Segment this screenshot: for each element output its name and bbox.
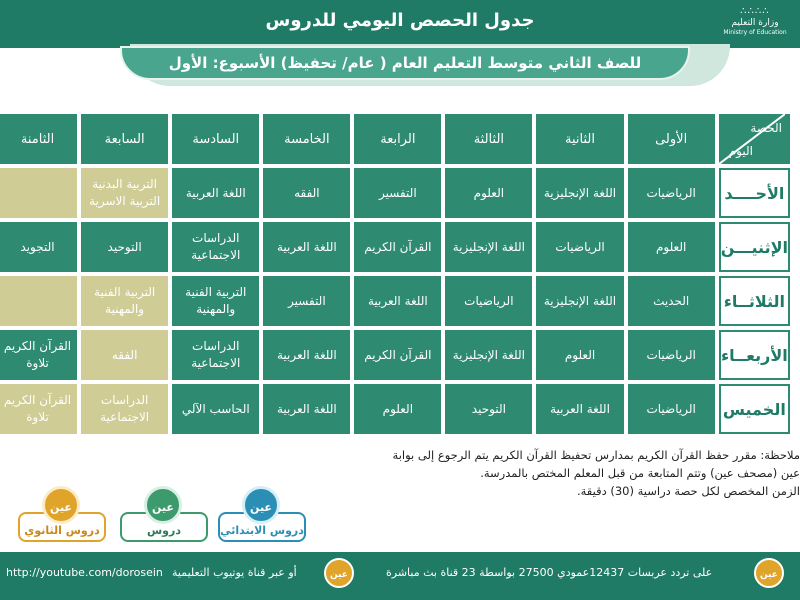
table-cell: العلوم (536, 330, 623, 380)
col-head-5: الخامسة (263, 114, 350, 164)
ein-logo-icon: عين (144, 486, 182, 524)
secondary-lessons-label: دروس الثانوي (18, 512, 106, 542)
table-cell: التربية البدنية التربية الاسرية (81, 168, 168, 218)
table-row (0, 222, 790, 272)
ein-youtube-logo-icon: عين (324, 558, 354, 588)
table-cell: التربية الفنية والمهنية (172, 276, 259, 326)
table-cell: الفقه (81, 330, 168, 380)
table-cell: اللغة العربية (536, 384, 623, 434)
ministry-logo (722, 6, 788, 44)
ein-logo-icon: عين (242, 486, 280, 524)
timetable (0, 110, 794, 438)
day-tuesday: الثلاثــاء (719, 276, 790, 326)
table-cell: التجويد (0, 222, 77, 272)
corner-period-label: الحصة (750, 121, 782, 135)
table-cell: التفسير (263, 276, 350, 326)
note-line-3: الزمن المخصص لكل حصة دراسية (30) دقيقة. (576, 484, 800, 498)
table-cell: الرياضيات (445, 276, 532, 326)
table-cell: اللغة العربية (263, 384, 350, 434)
table-cell: التربية الفنية والمهنية (81, 276, 168, 326)
table-cell: التفسير (354, 168, 441, 218)
notes (330, 446, 800, 500)
ein-logo-icon: عين (42, 486, 80, 524)
col-head-4: الرابعة (354, 114, 441, 164)
middle-lessons-button[interactable] (120, 486, 208, 542)
table-cell: الرياضيات (628, 330, 715, 380)
table-cell: اللغة الإنجليزية (536, 168, 623, 218)
table-cell: الرياضيات (628, 168, 715, 218)
table-row (0, 330, 790, 380)
primary-lessons-button[interactable] (218, 486, 306, 542)
table-cell: الدراسات الاجتماعية (172, 222, 259, 272)
table-cell: العلوم (445, 168, 532, 218)
subtitle-ribbon: للصف الثاني متوسط التعليم العام ( عام/ تحفيظ) الأسبوع: الأول (120, 46, 690, 80)
ministry-dots-icon: ∴∴∴∴ (740, 6, 770, 17)
table-cell: القرآن الكريم (354, 330, 441, 380)
col-head-3: الثالثة (445, 114, 532, 164)
col-head-7: السابعة (81, 114, 168, 164)
table-cell-empty (0, 276, 77, 326)
table-cell: الحاسب الآلي (172, 384, 259, 434)
secondary-lessons-button[interactable] (18, 486, 106, 542)
day-wednesday: الأربعــاء (719, 330, 790, 380)
table-cell-empty (0, 168, 77, 218)
table-cell: القرآن الكريم (354, 222, 441, 272)
col-head-1: الأولى (628, 114, 715, 164)
table-cell: الحديث (628, 276, 715, 326)
note-line-1: ملاحظة: مقرر حفظ القرآن الكريم بمدارس تحفيظ القرآن الكريم يتم الرجوع إلى بوابة (392, 448, 800, 462)
table-cell: الدراسات الاجتماعية (172, 330, 259, 380)
primary-lessons-label: دروس الابتدائي (218, 512, 306, 542)
table-cell: اللغة العربية (354, 276, 441, 326)
table-cell: العلوم (354, 384, 441, 434)
table-row (0, 168, 790, 218)
table-cell: القرآن الكريم تلاوة (0, 384, 77, 434)
col-head-2: الثانية (536, 114, 623, 164)
table-row (0, 276, 790, 326)
table-row (0, 384, 790, 434)
col-head-6: السادسة (172, 114, 259, 164)
day-sunday: الأحــــد (719, 168, 790, 218)
table-cell: اللغة العربية (263, 330, 350, 380)
youtube-channel-text: أو عبر قناة يوتيوب التعليمية (172, 566, 297, 579)
table-cell: التوحيد (81, 222, 168, 272)
ein-channel-logo-icon: عين (754, 558, 784, 588)
table-cell: الدراسات الاجتماعية (81, 384, 168, 434)
table-cell: اللغة العربية (263, 222, 350, 272)
table-cell: التوحيد (445, 384, 532, 434)
table-cell: اللغة الإنجليزية (536, 276, 623, 326)
table-cell: الفقه (263, 168, 350, 218)
day-monday: الإثنيـــن (719, 222, 790, 272)
corner-day-label: اليوم (728, 144, 753, 158)
page-title: جدول الحصص اليومي للدروس (265, 10, 535, 31)
note-line-2: عين (مصحف عين) وتتم المتابعة من قبل المعلم المختص بالمدرسة. (480, 466, 800, 480)
table-cell: القرآن الكريم تلاوة (0, 330, 77, 380)
table-cell: اللغة الإنجليزية (445, 222, 532, 272)
satellite-frequency-text: على تردد عربسات 12437عمودي 27500 بواسطة 23 قناة بث مباشرة (386, 566, 713, 579)
table-cell: الرياضيات (536, 222, 623, 272)
ministry-name-ar: وزارة التعليم (731, 18, 779, 28)
ministry-name-en: Ministry of Education (723, 29, 787, 36)
table-cell: الرياضيات (628, 384, 715, 434)
middle-lessons-label: دروس (120, 512, 208, 542)
table-cell: اللغة العربية (172, 168, 259, 218)
corner-cell (719, 114, 790, 164)
header-row (0, 114, 790, 164)
col-head-8: الثامنة (0, 114, 77, 164)
table-cell: العلوم (628, 222, 715, 272)
day-thursday: الخميس (719, 384, 790, 434)
table-cell: اللغة الإنجليزية (445, 330, 532, 380)
youtube-link[interactable]: http://youtube.com/dorosein (6, 566, 163, 579)
